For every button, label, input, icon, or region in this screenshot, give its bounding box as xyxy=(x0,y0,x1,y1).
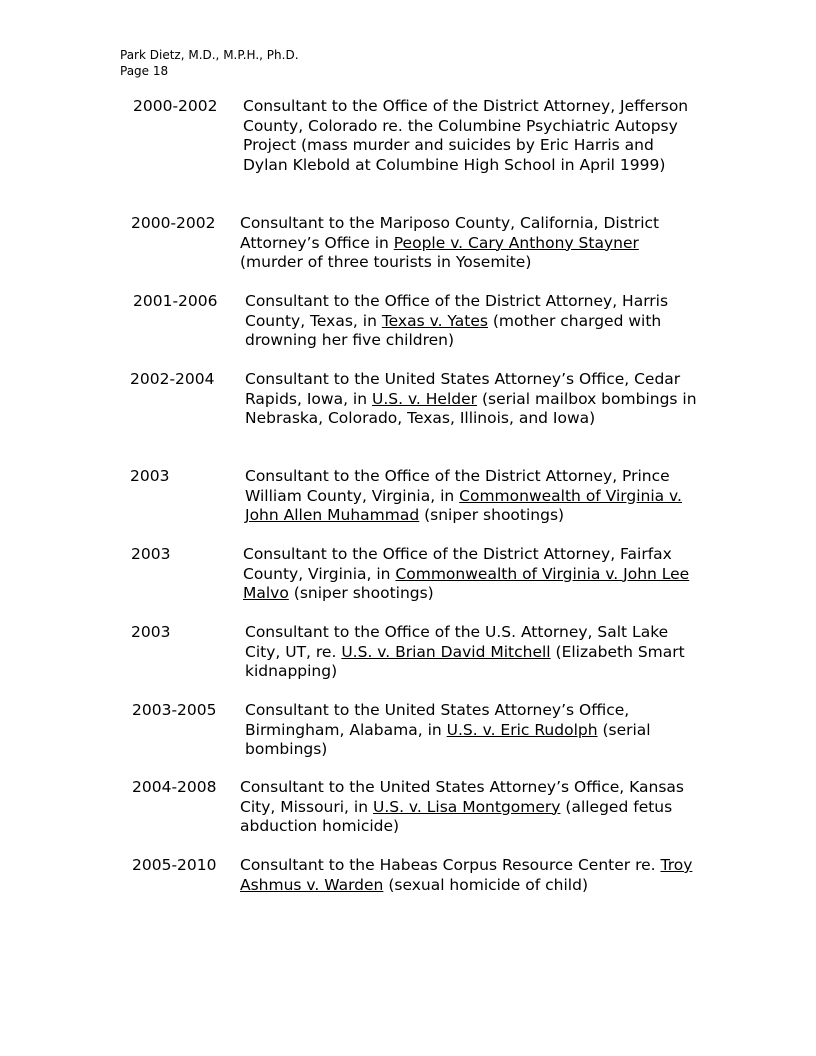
entry-description xyxy=(245,292,705,351)
author-name: Park Dietz, M.D., M.P.H., Ph.D. xyxy=(120,48,299,62)
case-citation: Texas v. Yates xyxy=(381,311,488,330)
desc-text: (murder of three tourists in Yosemite) xyxy=(240,253,532,271)
entry-year: 2003 xyxy=(131,545,171,563)
desc-text: Consultant to the United States Attorney’s Office, Kansas City, Missouri, in xyxy=(240,778,684,816)
desc-text: (sniper shootings) xyxy=(419,506,565,524)
desc-text: Consultant to the Office of the District Attorney, Prince William County, Virginia, in xyxy=(245,467,670,505)
entry-year: 2003 xyxy=(131,623,171,641)
case-citation: U.S. v. Brian David Mitchell xyxy=(341,642,551,661)
desc-text: (serial mailbox bombings in Nebraska, Colorado, Texas, Illinois, and Iowa) xyxy=(245,389,697,427)
desc-text: (alleged fetus abduction homicide) xyxy=(240,797,673,835)
entry-year: 2005-2010 xyxy=(132,856,217,874)
desc-text: Consultant to the Office of the U.S. Attorney, Salt Lake City, UT, re. xyxy=(245,623,669,661)
entry-year: 2002-2004 xyxy=(130,370,215,388)
desc-text: Consultant to the United States Attorney’s Office, Birmingham, Alabama, in xyxy=(245,701,630,739)
desc-text: (Elizabeth Smart kidnapping) xyxy=(245,642,685,680)
case-citation: Commonwealth of Virginia v. John Lee Malvo xyxy=(243,564,690,602)
desc-text: Consultant to the Office of the District Attorney, Fairfax County, Virginia, in xyxy=(243,545,672,583)
entry-description xyxy=(240,214,700,273)
desc-text: (sniper shootings) xyxy=(288,584,434,602)
entry-description xyxy=(245,623,705,682)
desc-text: Consultant to the Mariposo County, California, District Attorney’s Office in xyxy=(240,214,660,252)
case-citation: Commonwealth of Virginia v. John Allen Muhammad xyxy=(245,486,682,524)
entry-description xyxy=(240,856,700,895)
case-citation: U.S. v. Lisa Montgomery xyxy=(372,797,561,816)
desc-text: (sexual homicide of child) xyxy=(383,875,588,894)
entry-year: 2003-2005 xyxy=(132,701,217,719)
entry-year: 2001-2006 xyxy=(133,292,218,310)
desc-text: Consultant to the Office of the District Attorney, Jefferson County, Colorado re. the Columbine Psychiatric Autopsy Project (mass murder and suicides by Eric Harris and Dylan Klebold at Columbine High School in April 1999) xyxy=(243,97,689,174)
entry-year: 2003 xyxy=(130,467,170,485)
case-citation: Troy Ashmus v. Warden xyxy=(240,856,693,894)
case-citation: People v. Cary Anthony Stayner xyxy=(393,233,639,252)
entry-year: 2004-2008 xyxy=(132,778,217,796)
page-header xyxy=(120,47,299,79)
desc-text: (serial bombings) xyxy=(245,720,651,758)
entry-description xyxy=(240,778,700,837)
entry-year: 2000-2002 xyxy=(131,214,216,232)
entry-description xyxy=(245,701,705,760)
entry-description xyxy=(245,370,705,429)
desc-text: Consultant to the United States Attorney’s Office, Cedar Rapids, Iowa, in xyxy=(245,370,681,408)
desc-text: Consultant to the Office of the District Attorney, Harris County, Texas, in xyxy=(245,292,669,330)
case-citation: U.S. v. Helder xyxy=(371,389,478,408)
entry-description xyxy=(245,467,705,526)
entry-description xyxy=(243,545,705,604)
desc-text: Consultant to the Habeas Corpus Resource Center re. xyxy=(240,856,661,874)
page-number: Page 18 xyxy=(120,64,169,78)
desc-text: (mother charged with drowning her five children) xyxy=(245,311,662,349)
entry-description xyxy=(240,97,703,175)
case-citation: U.S. v. Eric Rudolph xyxy=(446,720,598,739)
entry-year: 2000-2002 xyxy=(133,97,218,115)
